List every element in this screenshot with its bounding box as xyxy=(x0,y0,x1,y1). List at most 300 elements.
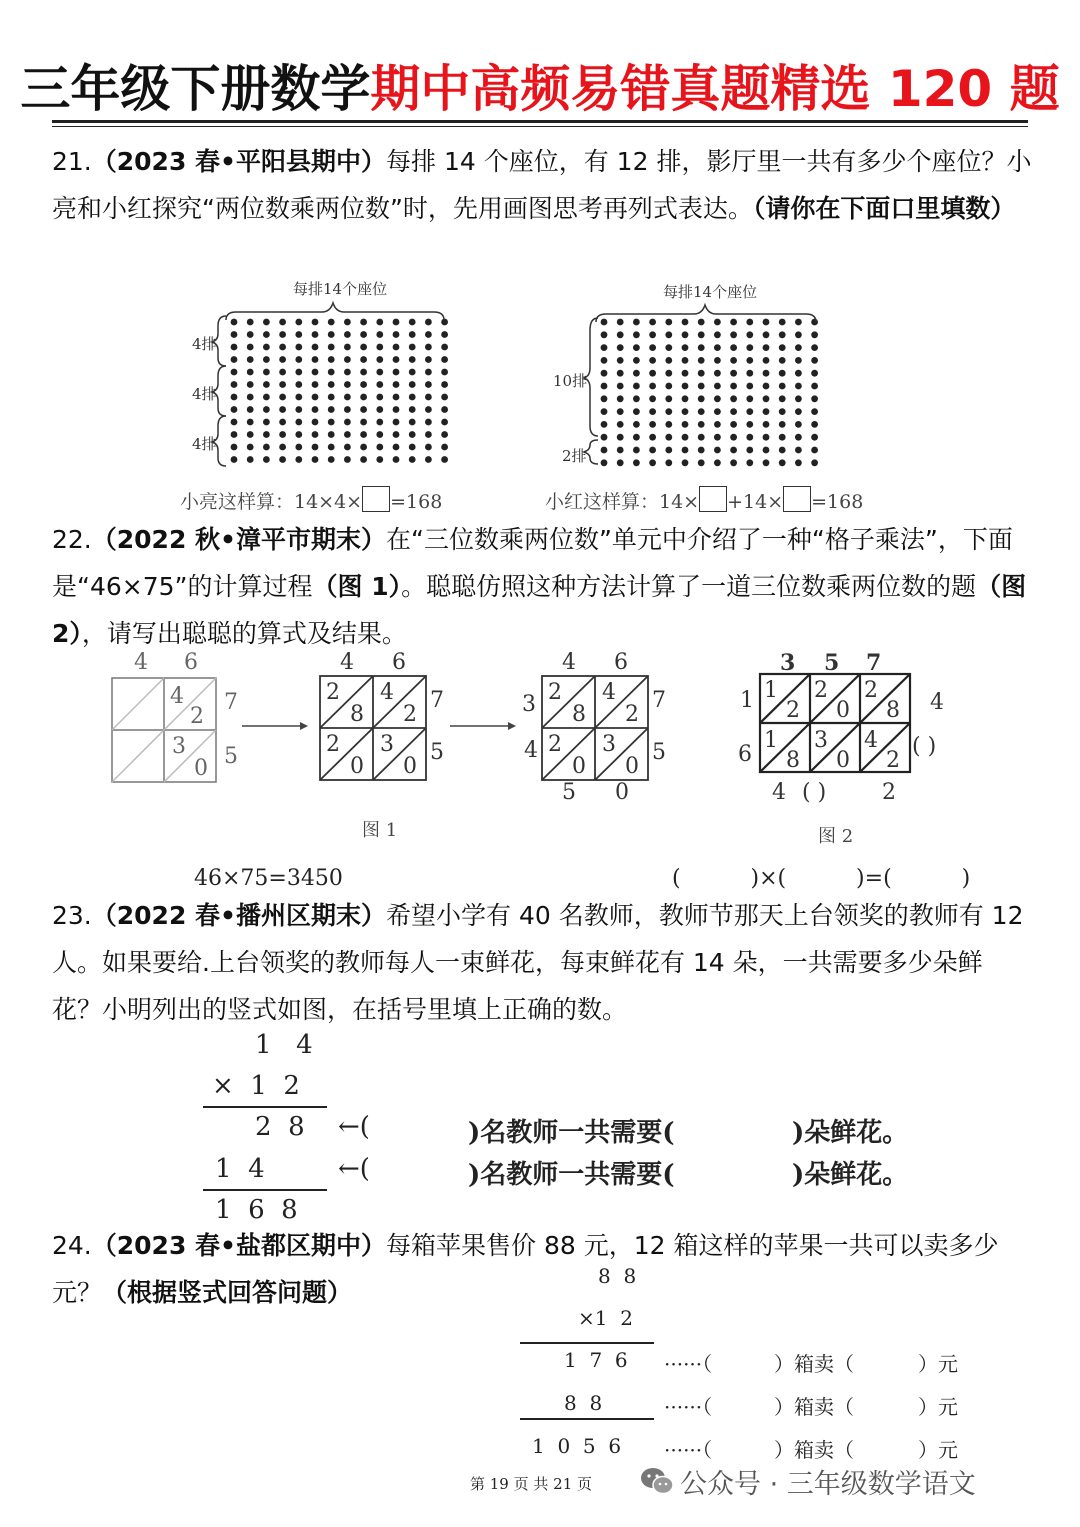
seat-dot xyxy=(698,383,705,390)
q21-dot-figures xyxy=(150,270,920,520)
seat-dot xyxy=(763,395,770,402)
seat-dot xyxy=(779,395,786,402)
fig2-row-label: 10排 xyxy=(553,372,588,390)
g4-cell: 2 xyxy=(864,678,878,703)
g4-cell: 8 xyxy=(886,698,900,723)
seat-dot xyxy=(312,369,319,376)
seat-dot xyxy=(746,459,753,466)
seat-dot xyxy=(617,421,624,428)
vertical-row: 1 0 5 6 xyxy=(532,1434,622,1458)
seat-dot xyxy=(746,331,753,338)
title-rule xyxy=(52,120,1028,123)
seat-dot xyxy=(746,421,753,428)
arrow-bracket: ←( xyxy=(338,1112,370,1142)
fig1-row-label: 4排 xyxy=(192,385,217,403)
seat-dot xyxy=(795,319,802,326)
seat-dot xyxy=(665,357,672,364)
seat-dot xyxy=(376,356,383,363)
seat-dot xyxy=(779,434,786,441)
g4-cell: 2 xyxy=(814,678,828,703)
g2-cell: 2 xyxy=(326,732,340,757)
seat-dot xyxy=(360,344,367,351)
seat-dot xyxy=(279,319,286,326)
seat-dot xyxy=(779,383,786,390)
seat-dot xyxy=(263,381,270,388)
g1-right: 5 xyxy=(224,744,238,769)
seat-dot xyxy=(633,434,640,441)
seat-dot xyxy=(601,331,608,338)
g3-bottom: 0 xyxy=(615,780,629,805)
seat-dot xyxy=(633,344,640,351)
seat-dot xyxy=(811,421,818,428)
seat-dot xyxy=(393,381,400,388)
seat-dot xyxy=(425,394,432,401)
seat-dot xyxy=(344,381,351,388)
seat-dot xyxy=(811,344,818,351)
seat-dot xyxy=(601,370,608,377)
vertical-row: ×1 2 xyxy=(578,1306,633,1330)
seat-dot xyxy=(763,319,770,326)
q23-source: （2022 春•播州区期末） xyxy=(91,901,387,930)
g3-right: 7 xyxy=(652,688,666,713)
seat-dot xyxy=(231,431,238,438)
g3-right: 5 xyxy=(652,740,666,765)
g2-cell: 0 xyxy=(403,754,417,779)
dots-bracket: ······（ xyxy=(664,1395,713,1419)
seat-dot xyxy=(425,369,432,376)
seat-dot xyxy=(682,395,689,402)
seat-dot xyxy=(441,419,448,426)
seat-dot xyxy=(649,434,656,441)
seat-dot xyxy=(344,369,351,376)
seat-dot xyxy=(682,370,689,377)
g4-cell: 2 xyxy=(886,748,900,773)
seat-dot xyxy=(328,331,335,338)
q23-desc: )名教师一共需要( xyxy=(468,1160,675,1190)
seat-dot xyxy=(682,357,689,364)
seat-dot xyxy=(295,456,302,463)
seat-dot xyxy=(312,344,319,351)
seat-dot xyxy=(393,331,400,338)
seat-dot xyxy=(779,421,786,428)
seat-dot xyxy=(247,444,254,451)
seat-dot xyxy=(714,357,721,364)
seat-dot xyxy=(376,444,383,451)
seat-dot xyxy=(714,447,721,454)
seat-dot xyxy=(425,444,432,451)
seat-dot xyxy=(360,369,367,376)
seat-dot xyxy=(409,319,416,326)
seat-dot xyxy=(779,459,786,466)
seat-dot xyxy=(425,331,432,338)
seat-dot xyxy=(730,459,737,466)
seat-dot xyxy=(263,344,270,351)
seat-dot xyxy=(779,319,786,326)
q22-number: 22. xyxy=(52,525,92,554)
vertical-row: 8 8 xyxy=(598,1264,637,1288)
seat-dot xyxy=(746,357,753,364)
seat-dot xyxy=(344,431,351,438)
q24-text: 每箱苹果售价 88 元，12 箱这样的苹果一共可以卖多少元？ xyxy=(52,1231,999,1307)
g3-top: 4 xyxy=(562,650,576,675)
seat-dot xyxy=(376,381,383,388)
title-rule-thin xyxy=(52,126,1028,127)
seat-dot xyxy=(425,406,432,413)
seat-dot xyxy=(231,394,238,401)
q23-tail: )朵鲜花。 xyxy=(792,1160,909,1190)
answer-box[interactable] xyxy=(699,486,727,512)
seat-dot xyxy=(247,406,254,413)
vertical-divider xyxy=(520,1342,654,1344)
fig1-caption: 小亮这样算：14×4× =168 xyxy=(180,486,442,514)
seat-dot xyxy=(312,419,319,426)
dots-bracket: ······（ xyxy=(664,1352,713,1376)
seat-dot xyxy=(746,395,753,402)
seat-dot xyxy=(279,419,286,426)
seat-dot xyxy=(682,319,689,326)
g1-cell: 2 xyxy=(190,704,204,729)
seat-dot xyxy=(312,456,319,463)
seat-dot xyxy=(279,394,286,401)
seat-dot xyxy=(698,447,705,454)
seat-dot xyxy=(312,331,319,338)
seat-dot xyxy=(279,369,286,376)
seat-dot xyxy=(795,459,802,466)
seat-dot xyxy=(393,406,400,413)
seat-dot xyxy=(393,369,400,376)
seat-dot xyxy=(441,406,448,413)
q21-source: （2023 春•平阳县期中） xyxy=(91,147,387,176)
seat-dot xyxy=(730,408,737,415)
seat-dot xyxy=(360,431,367,438)
seat-dot xyxy=(312,394,319,401)
seat-dot xyxy=(763,459,770,466)
vertical-row: 1 7 6 xyxy=(564,1348,628,1372)
seat-dot xyxy=(441,444,448,451)
seat-dot xyxy=(279,356,286,363)
q22-source: （2022 秋•漳平市期末） xyxy=(91,525,387,554)
title-red: 期中高频易错真题精选 120 题 xyxy=(370,60,1060,118)
seat-dot xyxy=(360,406,367,413)
g4-cell: 1 xyxy=(764,678,778,703)
seat-dot xyxy=(263,431,270,438)
seat-dot xyxy=(665,383,672,390)
seat-dot xyxy=(360,444,367,451)
seat-dot xyxy=(263,319,270,326)
seat-dot xyxy=(263,406,270,413)
seat-dot xyxy=(441,381,448,388)
seat-dot xyxy=(633,408,640,415)
seat-dot xyxy=(409,369,416,376)
seat-dot xyxy=(698,395,705,402)
seat-dot xyxy=(425,431,432,438)
watermark: 公众号 · 三年级数学语文 xyxy=(680,1469,976,1500)
arrow-bracket: ←( xyxy=(338,1154,370,1184)
g1-cell: 3 xyxy=(172,734,186,759)
seat-dot xyxy=(779,447,786,454)
seat-dot xyxy=(295,394,302,401)
seat-dot xyxy=(312,431,319,438)
seat-dot xyxy=(441,356,448,363)
seat-dot xyxy=(649,421,656,428)
seat-dot xyxy=(730,331,737,338)
seat-dot xyxy=(730,434,737,441)
q24-source: （2023 春•盐都区期中） xyxy=(91,1231,387,1260)
fig1-row-label: 4排 xyxy=(192,335,217,353)
seat-dot xyxy=(409,444,416,451)
seat-dot xyxy=(247,356,254,363)
seat-dot xyxy=(698,408,705,415)
answer-equation-blank[interactable]: ( )×( )=( ) xyxy=(672,866,971,891)
seat-dot xyxy=(811,331,818,338)
seat-dot xyxy=(344,419,351,426)
seat-dot xyxy=(714,459,721,466)
seat-dot xyxy=(409,456,416,463)
seat-dot xyxy=(376,406,383,413)
vertical-divider xyxy=(520,1418,654,1420)
q23-number: 23. xyxy=(52,901,92,930)
g2-cell: 8 xyxy=(350,702,364,727)
seat-dot xyxy=(779,357,786,364)
seat-dot xyxy=(682,331,689,338)
q24-number: 24. xyxy=(52,1231,92,1260)
fig2-caption: 小红这样算：14× +14× =168 xyxy=(545,486,863,514)
seat-dot xyxy=(360,456,367,463)
seat-dot xyxy=(763,383,770,390)
g3-cell: 8 xyxy=(572,702,586,727)
g4-left: 6 xyxy=(738,742,752,767)
question-21 xyxy=(52,138,1032,232)
seat-dot xyxy=(231,456,238,463)
seat-dot xyxy=(730,370,737,377)
seat-dot xyxy=(633,459,640,466)
vertical-row: 2 8 xyxy=(255,1112,305,1142)
seat-dot xyxy=(360,356,367,363)
q24-instruction: （根据竖式回答问题） xyxy=(102,1278,353,1307)
g4-bottom: 2 xyxy=(882,780,896,805)
seat-dot xyxy=(795,331,802,338)
seat-dot xyxy=(393,344,400,351)
seat-dot xyxy=(263,369,270,376)
seat-dot xyxy=(730,357,737,364)
seat-dot xyxy=(649,383,656,390)
seat-dot xyxy=(763,357,770,364)
seat-dot xyxy=(247,419,254,426)
seat-dot xyxy=(730,383,737,390)
g3-cell: 3 xyxy=(602,732,616,757)
seat-dot xyxy=(649,459,656,466)
vertical-row: × 1 2 xyxy=(212,1071,300,1101)
seat-dot xyxy=(601,319,608,326)
seat-dot xyxy=(795,447,802,454)
seat-dot xyxy=(763,370,770,377)
g4-cell: 2 xyxy=(786,698,800,723)
seat-dot xyxy=(795,421,802,428)
seat-dot xyxy=(441,431,448,438)
seat-dot xyxy=(698,319,705,326)
question-22: 22.（2022 秋•漳平市期末）在“三位数乘两位数”单元中介绍了一种“格子乘法”，下面是“46×75”的计算过程（图 1）。聪聪仿照这种方法计算了一道三位数乘两位数的题（图 2），请写出聪聪的算式及结果。 xyxy=(52,525,1027,648)
figure-2-label: 图 2 xyxy=(818,826,854,847)
seat-dot xyxy=(376,394,383,401)
seat-dot xyxy=(279,344,286,351)
seat-dot xyxy=(601,344,608,351)
g1-top: 6 xyxy=(184,650,198,675)
g4-right: 4 xyxy=(930,690,944,715)
seat-dot xyxy=(425,381,432,388)
page-number: 第 19 页 共 21 页 xyxy=(470,1475,593,1493)
g4-right-blank[interactable]: ( ) xyxy=(912,734,937,759)
g3-cell: 4 xyxy=(602,680,616,705)
seat-dot xyxy=(617,408,624,415)
seat-dot xyxy=(344,356,351,363)
seat-dot xyxy=(746,344,753,351)
vertical-divider xyxy=(203,1106,327,1108)
seat-dot xyxy=(231,381,238,388)
seat-dot xyxy=(730,319,737,326)
seat-dot xyxy=(279,381,286,388)
seat-dot xyxy=(376,431,383,438)
g1-cell: 4 xyxy=(170,684,184,709)
seat-dot xyxy=(409,344,416,351)
seat-dot xyxy=(730,344,737,351)
seat-dot xyxy=(763,421,770,428)
seat-dot xyxy=(811,383,818,390)
g3-bottom: 5 xyxy=(562,780,576,805)
seat-dot xyxy=(263,394,270,401)
seat-dot xyxy=(811,395,818,402)
seat-dot xyxy=(649,408,656,415)
seat-dot xyxy=(698,459,705,466)
seat-dot xyxy=(393,456,400,463)
seat-dot xyxy=(665,434,672,441)
seat-dot xyxy=(763,331,770,338)
seat-dot xyxy=(601,357,608,364)
q24-tail: ）元 xyxy=(918,1438,958,1462)
seat-dot xyxy=(263,456,270,463)
seat-dot xyxy=(779,408,786,415)
g4-bottom-blank[interactable]: ( ) xyxy=(802,780,827,805)
seat-dot xyxy=(328,444,335,451)
fig2-top-label: 每排14个座位 xyxy=(663,283,758,301)
q23-tail: )朵鲜花。 xyxy=(792,1118,909,1148)
seat-dot xyxy=(682,447,689,454)
q21-instruction: （请你在下面口里填数） xyxy=(752,194,1016,223)
wechat-icon xyxy=(640,1466,674,1500)
seat-dot xyxy=(360,394,367,401)
seat-dot xyxy=(328,431,335,438)
example-equation: 46×75=3450 xyxy=(194,866,343,891)
seat-dot xyxy=(665,459,672,466)
seat-dot xyxy=(409,394,416,401)
seat-dot xyxy=(682,383,689,390)
seat-dot xyxy=(665,395,672,402)
seat-dot xyxy=(247,431,254,438)
seat-dot xyxy=(247,344,254,351)
seat-dot xyxy=(617,395,624,402)
seat-dot xyxy=(279,431,286,438)
seat-dot xyxy=(231,344,238,351)
vertical-row: 1 6 8 xyxy=(215,1195,298,1225)
seat-dot xyxy=(601,408,608,415)
seat-dot xyxy=(714,434,721,441)
seat-dot xyxy=(295,369,302,376)
seat-dot xyxy=(393,419,400,426)
answer-box[interactable] xyxy=(362,486,390,512)
seat-dot xyxy=(360,331,367,338)
g1-right: 7 xyxy=(224,690,238,715)
seat-dot xyxy=(795,370,802,377)
q23-text: 希望小学有 40 名教师，教师节那天上台领奖的教师有 12 人。如果要给.上台领奖的教师每人一束鲜花，每束鲜花有 14 朵，一共需要多少朵鲜花？小明列出的竖式如图，在括号里填上正确的数。 xyxy=(52,901,1024,1024)
seat-dot xyxy=(730,395,737,402)
seat-dot xyxy=(617,319,624,326)
seat-dot xyxy=(360,319,367,326)
seat-dot xyxy=(279,406,286,413)
seat-dot xyxy=(746,408,753,415)
g4-cell: 8 xyxy=(786,748,800,773)
page-title xyxy=(0,52,1080,126)
seat-dot xyxy=(425,356,432,363)
seat-dot xyxy=(649,395,656,402)
seat-dot xyxy=(730,447,737,454)
seat-dot xyxy=(425,419,432,426)
seat-dot xyxy=(376,369,383,376)
seat-dot xyxy=(633,370,640,377)
fig1-row-label: 4排 xyxy=(192,435,217,453)
seat-dot xyxy=(746,447,753,454)
seat-dot xyxy=(247,394,254,401)
seat-dot xyxy=(295,331,302,338)
g1-cell: 0 xyxy=(194,756,208,781)
answer-box[interactable] xyxy=(783,486,811,512)
seat-dot xyxy=(601,447,608,454)
seat-dot xyxy=(714,331,721,338)
seat-dot xyxy=(811,319,818,326)
g3-cell: 0 xyxy=(572,754,586,779)
seat-dot xyxy=(425,319,432,326)
seat-dot xyxy=(312,381,319,388)
seat-dot xyxy=(617,344,624,351)
g4-top: 3 xyxy=(780,650,796,676)
g3-cell: 2 xyxy=(548,680,562,705)
seat-dot xyxy=(247,331,254,338)
g4-top: 7 xyxy=(866,650,882,676)
seat-dot xyxy=(344,394,351,401)
seat-dot xyxy=(295,344,302,351)
seat-dot xyxy=(409,331,416,338)
seat-dot xyxy=(698,421,705,428)
q21-number: 21. xyxy=(52,147,92,176)
seat-dot xyxy=(763,447,770,454)
seat-dot xyxy=(665,331,672,338)
q24-tail: ）元 xyxy=(918,1395,958,1419)
g4-left: 1 xyxy=(740,688,754,713)
title-black: 三年级下册数学 xyxy=(20,60,371,118)
question-23 xyxy=(52,892,1032,1033)
seat-dot xyxy=(649,331,656,338)
seat-dot xyxy=(633,331,640,338)
g2-top: 6 xyxy=(392,650,406,675)
vertical-divider xyxy=(203,1189,327,1191)
vertical-row: 1 4 xyxy=(215,1154,265,1184)
dots-bracket: ······（ xyxy=(664,1438,713,1462)
seat-dot xyxy=(344,444,351,451)
seat-dot xyxy=(698,344,705,351)
q24-mid: ）箱卖（ xyxy=(774,1395,854,1419)
seat-dot xyxy=(295,319,302,326)
seat-dot xyxy=(665,319,672,326)
seat-dot xyxy=(344,344,351,351)
seat-dot xyxy=(795,383,802,390)
